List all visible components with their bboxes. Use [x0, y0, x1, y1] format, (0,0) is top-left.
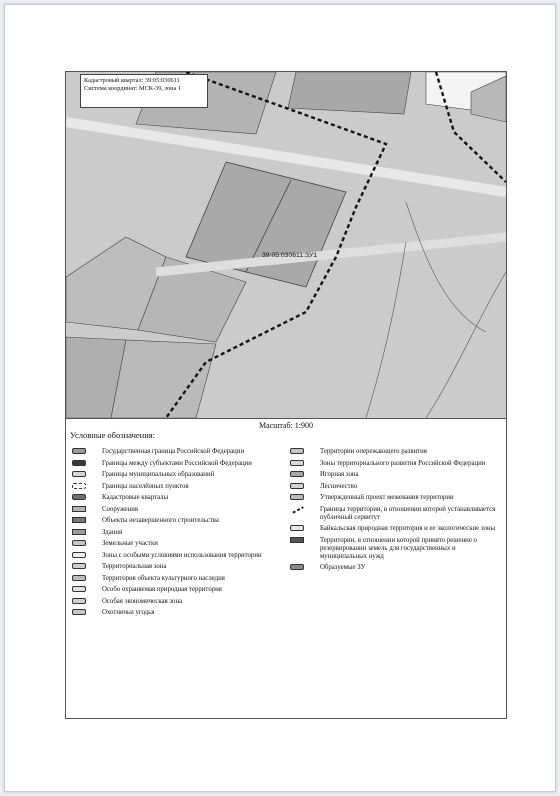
- legend-swatch-icon: [72, 586, 86, 592]
- legend-label: Особая экономическая зона: [102, 597, 183, 605]
- legend-item: [288, 483, 503, 491]
- legend-label: Границы территории, в отношении которой устанавливается публичный сервитут: [320, 505, 496, 521]
- legend-swatch-icon: [290, 506, 304, 512]
- legend-item: [70, 471, 270, 479]
- document-page: [4, 4, 556, 792]
- cadastral-quarter-text: Кадастровый квартал: 39:05:030611: [84, 77, 180, 84]
- legend-item: [70, 448, 270, 456]
- legend-item: [288, 537, 503, 561]
- map-frame: [65, 71, 507, 719]
- legend-swatch-icon: [290, 525, 304, 531]
- legend-swatch-icon: [72, 494, 86, 500]
- legend-swatch-icon: [72, 598, 86, 604]
- legend-swatch-icon: [72, 460, 86, 466]
- scale-text: Масштаб: 1:900: [258, 421, 314, 430]
- map-drawing: [66, 72, 506, 418]
- legend-item: [70, 575, 270, 583]
- legend-item: [288, 448, 503, 456]
- legend-item: [288, 471, 503, 479]
- legend-label: Границы между субъектами Российской Федерации: [102, 459, 252, 467]
- legend-label: Утвержденный проект межевания территории: [320, 494, 454, 501]
- parcel-label: 39:05:030611:ЗУ1: [262, 252, 318, 259]
- legend-item: [70, 586, 270, 594]
- legend-label: Границы населённых пунктов: [102, 482, 189, 490]
- cadastral-map: [66, 72, 506, 419]
- legend-label: Объекты незавершенного строительства: [102, 517, 219, 524]
- legend-right-column: [288, 448, 503, 576]
- legend-item: [288, 506, 503, 522]
- legend-item: [70, 540, 270, 548]
- legend-label: Зоны с особыми условиями использования территории: [102, 551, 262, 559]
- legend-label: Зоны территориального развития Российской Федерации: [320, 459, 486, 467]
- legend-item: [288, 494, 503, 502]
- legend-label: Охотничьи угодья: [102, 609, 155, 616]
- legend-label: Земельные участки: [102, 540, 158, 547]
- legend-swatch-icon: [290, 494, 304, 500]
- legend-label: Территориальная зона: [102, 563, 167, 570]
- legend-swatch-icon: [290, 460, 304, 466]
- legend-swatch-icon: [290, 537, 304, 543]
- legend-item: [70, 552, 270, 560]
- legend-label: Сооружения: [102, 505, 138, 513]
- legend-item: [70, 563, 270, 571]
- legend-item: [288, 460, 503, 468]
- legend-swatch-icon: [72, 483, 86, 489]
- legend-swatch-icon: [72, 552, 86, 558]
- legend-item: [70, 598, 270, 606]
- legend-swatch-icon: [72, 609, 86, 615]
- legend-swatch-icon: [72, 471, 86, 477]
- parcel-top-right: [288, 72, 411, 114]
- legend-swatch-icon: [72, 575, 86, 581]
- legend-title: Условные обозначения:: [70, 430, 156, 440]
- legend-label: Образуемые ЗУ: [320, 564, 366, 571]
- legend-swatch-icon: [72, 563, 86, 569]
- legend-item: [70, 529, 270, 537]
- legend-swatch-icon: [290, 448, 304, 454]
- legend-label: Территория объекта культурного наследия: [102, 574, 225, 582]
- legend-left-column: [70, 448, 270, 621]
- legend-item: [288, 564, 503, 572]
- legend-label: Лесничество: [320, 482, 358, 490]
- legend-label: Государственная граница Российской Федерации: [102, 448, 245, 455]
- legend-label: Особо охраняемая природная территория: [102, 586, 222, 593]
- legend-item: [70, 506, 270, 514]
- legend-swatch-icon: [290, 483, 304, 489]
- legend-swatch-icon: [72, 517, 86, 523]
- legend-item: [70, 517, 270, 525]
- legend-item: [70, 483, 270, 491]
- info-box: [80, 74, 208, 108]
- legend-swatch-icon: [290, 564, 304, 570]
- legend-swatch-icon: [72, 529, 86, 535]
- legend-label: Игорная зона: [320, 471, 359, 478]
- legend-item: [288, 525, 503, 533]
- legend-item: [70, 494, 270, 502]
- legend-item: [70, 460, 270, 468]
- legend-label: Территории, в отношении которой принято решение о резервировании земель для государственных и муниципальных нужд: [320, 536, 477, 560]
- coordinate-system-text: Система координат: МСК-39, зона 1: [84, 85, 182, 92]
- legend-swatch-icon: [72, 448, 86, 454]
- legend-label: Кадастровые кварталы: [102, 494, 169, 501]
- legend-label: Территории опережающего развития: [320, 448, 427, 455]
- legend-swatch-icon: [290, 471, 304, 477]
- legend-label: Байкальская природная территория и ее экологические зоны: [320, 525, 496, 532]
- legend-label: Границы муниципальных образований: [102, 471, 215, 478]
- legend-swatch-icon: [72, 540, 86, 546]
- legend-label: Здания: [102, 528, 123, 536]
- legend-item: [70, 609, 270, 617]
- legend-swatch-icon: [72, 506, 86, 512]
